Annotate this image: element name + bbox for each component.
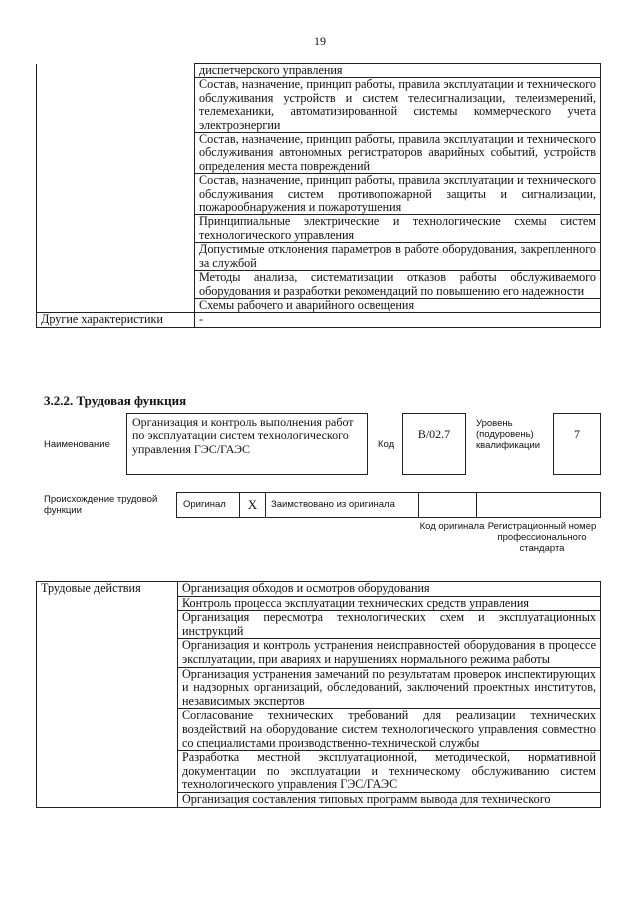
table-cell: Состав, назначение, принцип работы, правила эксплуатации и технического обслуживания систем противопожарной защиты и сигнализации, пожарообнаружения и пожаротушения bbox=[195, 174, 601, 215]
table-cell: Контроль процесса эксплуатации технических средств управления bbox=[178, 596, 601, 611]
origin-row bbox=[176, 492, 601, 518]
other-characteristics-label: Другие характеристики bbox=[37, 313, 195, 327]
other-characteristics-value: - bbox=[195, 313, 601, 327]
table-row bbox=[37, 64, 601, 78]
level-label: Уровень (подуровень) квалификации bbox=[476, 418, 541, 451]
name-label: Наименование bbox=[44, 439, 110, 450]
table-cell: Принципиальные электрические и технологические схемы систем технологического управления bbox=[195, 215, 601, 243]
table-row bbox=[37, 313, 601, 327]
function-level-box: 7 bbox=[553, 413, 601, 475]
origin-original-label: Оригинал bbox=[177, 493, 240, 517]
table-cell: Организация пересмотра технологических схем и эксплуатационных инструкций bbox=[178, 611, 601, 639]
table-cell: Организация устранения замечаний по результатам проверок инспектирующих и надзорных организаций, обследований, заключений проектных институтов, независимых экспертов bbox=[178, 667, 601, 709]
table-cell: Организация и контроль устранения неисправностей оборудования в процессе эксплуатации, при авариях и нарушениях нормального режима работы bbox=[178, 639, 601, 667]
code-label: Код bbox=[378, 439, 395, 450]
table-cell: Допустимые отклонения параметров в работе оборудования, закрепленного за службой bbox=[195, 243, 601, 271]
table-cell: Организация составления типовых программ вывода для технического bbox=[178, 792, 601, 807]
page-number: 19 bbox=[314, 34, 326, 48]
knowledge-label-cell bbox=[37, 64, 195, 313]
table-cell: Методы анализа, систематизации отказов работы обслуживаемого оборудования и разработки рекомендаций по повышению его надежности bbox=[195, 271, 601, 299]
code-caption: Код оригинала bbox=[419, 521, 485, 532]
table-cell: Организация обходов и осмотров оборудования bbox=[178, 582, 601, 597]
table-cell: Состав, назначение, принцип работы, правила эксплуатации и технического обслуживания устройств и систем телесигнализации, телеизмерений, телемеханики, автоматизированной системы коммерческого учета электроэнергии bbox=[195, 78, 601, 133]
origin-label: Происхождение трудовой функции bbox=[44, 494, 158, 516]
knowledge-table bbox=[36, 63, 601, 328]
function-code-box: В/02.7 bbox=[402, 413, 466, 475]
section-title: 3.2.2. Трудовая функция bbox=[44, 393, 187, 408]
table-cell: диспетчерского управления bbox=[195, 64, 601, 78]
labor-actions-label: Трудовые действия bbox=[37, 582, 178, 808]
labor-actions-table bbox=[36, 581, 601, 808]
origin-mark: X bbox=[240, 493, 266, 517]
table-cell: Разработка местной эксплуатационной, методической, нормативной документации по эксплуатации и техническому обслуживанию систем технологического управления ГЭС/ГАЭС bbox=[178, 751, 601, 793]
table-cell: Согласование технических требований для реализации технических воздействий на оборудование систем технологического управления совместно со специалистами производственно-технической службы bbox=[178, 709, 601, 751]
reg-caption: Регистрационный номер профессионального стандарта bbox=[487, 521, 597, 554]
table-cell: Состав, назначение, принцип работы, правила эксплуатации и технического обслуживания автономных регистраторов аварийных событий, устройств определения места повреждений bbox=[195, 133, 601, 174]
function-name-box: Организация и контроль выполнения работ по эксплуатации систем технологического управления ГЭС/ГАЭС bbox=[126, 413, 368, 475]
origin-borrowed-label: Заимствовано из оригинала bbox=[265, 493, 419, 517]
table-cell: Схемы рабочего и аварийного освещения bbox=[195, 298, 601, 312]
origin-reg-cell bbox=[476, 493, 600, 517]
origin-code-cell bbox=[419, 493, 477, 517]
table-row bbox=[37, 582, 601, 597]
